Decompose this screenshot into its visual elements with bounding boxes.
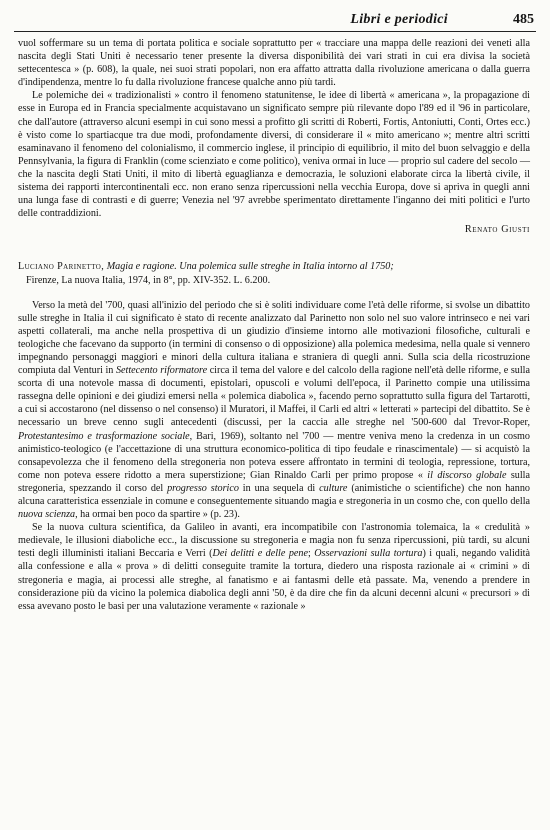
review-book-title: Magia e ragione. Una polemica sulle streghe in Italia intorno al 1750; xyxy=(106,261,394,273)
emphasis: progresso storico xyxy=(167,482,239,494)
page-number: 485 xyxy=(513,12,534,27)
cited-title: Dei delitti e delle pene xyxy=(212,548,308,560)
text-run: ) i quali, negando validità alla confessione e alla « prova » di delitti conseguite tramite la tortura, diedero una risposta razionale ai « crimini » di stregoneria e magia, ai processi alle streghe, al fanatismo e ai fantasmi delle età passate. Ma, venendo a prendere in considerazione più da vicino la polemica diabolica degli anni '50, è da dire che fin da alcuni decenni alcuni « precursori » di essa avevano posto le basi per una valutazione veramente « razionale » xyxy=(18,548,530,612)
cited-title: Settecento riformatore xyxy=(115,365,208,377)
text-run: in una sequela di xyxy=(238,482,320,494)
previous-review-paragraph: vuol soffermare su un tema di portata politica e sociale soprattutto per « tracciare una mappa delle reazioni dei veneti alla nascita degli Stati Uniti è necessario tener presente la diversa disponibilità dei vari strati in cui era divisa la società settecentesca » (p. 608), la quale, nei suoi strati popolari, non era affatto attratta dalla rivoluzione americana o dalla guerra d'indipendenza, mentre lo fu dalla rivoluzione francese qualche anno più tardi. xyxy=(18,38,530,89)
running-head xyxy=(14,11,536,32)
cited-title: Protestantesimo e trasformazione sociale xyxy=(18,430,190,442)
emphasis: nuova scienza xyxy=(18,509,76,521)
reviewer-signature: Renato Giusti xyxy=(464,224,530,236)
section-gap xyxy=(18,236,530,260)
review-heading xyxy=(18,260,530,286)
emphasis: culture xyxy=(319,482,348,494)
review-book-author: Luciano Parinetto, xyxy=(18,261,105,273)
page-body xyxy=(18,37,530,613)
cited-title: Osservazioni sulla tortura xyxy=(314,548,423,560)
text-run: circa il tema del valore e del calcolo della ragione nell'età delle riforme, e sulla scorta di una notevole massa di documenti, epistolari, opuscoli e volumi dell'epoca, il Parinetto compie una utilissima rassegna delle opinioni e dei giudizi emersi nella « polemica diabolica », facendo perno soprattutto sulla figura del Tartarotti, a cui si accostarono (nel dissenso o nel consenso) il Muratori, il Maffei, il Carli ed altri « letterati » partecipi del dibattito. Se è necessario un breve cenno sugli antecedenti (discussi, per la caccia alle streghe nel '500-600 dal Trevor-Roper, xyxy=(18,365,530,429)
text-run: Verso la metà del '700, quasi all'inizio del periodo che si è soliti individuare come l'età delle riforme, si svolse un dibattito sulle streghe in Italia il cui significato è stato di recente analizzato dal Parinetto non solo nel suo valore intrinseco e nei vari aspetti collaterali, ma anche nella prospettiva di un giudizio d'insieme intorno alle motivazioni filosofiche, culturali e teologiche che facevano da supporto (in termini di consenso o di opposizione) alla polemica medesima, nella quale si vennero impegnando personaggi maggiori e minori della cultura italiana e straniera di quegli anni. Sulla scia della ricostruzione compiuta dal Venturi in xyxy=(18,299,530,377)
emphasis: il discorso globale xyxy=(427,469,507,481)
text-run: , Bari, 1969), soltanto nel '700 — mentre veniva meno la credenza in un cosmo animistico-teologico (e l'accettazione di una struttura economico-politica di tipo feudale e rinascimentale) — si acquistò la consapevolezza che il fenomeno della stregoneria non poteva essere affrontato in termini di teologia, repressione, tortura, come non poteva essere ridotto a mera superstizione; Gian Rinaldo Carli per primo propose « xyxy=(18,430,530,481)
text-run: Se la nuova cultura scientifica, da Galileo in avanti, era incompatibile con l'astronomia tolemaica, la « credulità » medievale, le illusioni diaboliche ecc., la discussione su stregoneria e magia non fu senza ripercussioni, più tardi, su alcuni testi degli illuministi italiani Beccaria e Verri ( xyxy=(18,522,530,560)
text-run: sulla stregoneria, spezzando il corso del xyxy=(18,469,530,494)
running-head-title: Libri e periodici xyxy=(350,12,448,27)
text-run: , ha ormai ben poco da spartire » (p. 23). xyxy=(75,509,240,521)
review-paragraph xyxy=(18,521,530,613)
review-publication-info: Firenze, La nuova Italia, 1974, in 8°, pp. XIV-352. L. 6.200. xyxy=(26,274,271,286)
text-run: (animistiche o scientifiche) che non hanno alcuna caratteristica essenziale in comune e conseguentemente situando magia e stregoneria in un cosmo che, con quello della xyxy=(18,482,530,507)
text-run: ; xyxy=(307,548,315,560)
previous-review-paragraph: Le polemiche dei « tradizionalisti » contro il fenomeno statunitense, le idee di libertà « americana », la propagazione di esse in Europa ed in Francia specialmente acquistavano un significato sempre più rilevante dopo l'89 ed il '96 in particolare, che dall'autore (attraverso alcuni esempi in cui sono messi a profitto gli scritti di Roberti, Fortis, Antoniutti, Conti, Ortes ecc.) è visto come lo spartiacque tra due modi, profondamente diversi, di considerare il « mito americano »; mentre altri scritti esaminavano il fenomeno del colonialismo, il commercio inglese, il principio di equilibrio, il mito del buon selvaggio e della Pennsylvania, la figura di Franklin (come scienziato e come politico), veniva ormai in luce — proprio sul cadere del secolo — che la nascita degli Stati Uniti, il mito di libertà eguaglianza e democrazia, le soluzioni elaborate circa la libertà civile, il sistema dei rapporti intercontinentali ecc. non erano senza ripercussioni nella vecchia Europa, dove si apriva in quegli anni una lunga fase di contrasti e di guerre; Venezia nel '97 avrebbe sperimentato direttamente l'inganno dei miti politici e l'urto delle contraddizioni. xyxy=(18,90,530,220)
review-paragraph xyxy=(18,299,530,522)
